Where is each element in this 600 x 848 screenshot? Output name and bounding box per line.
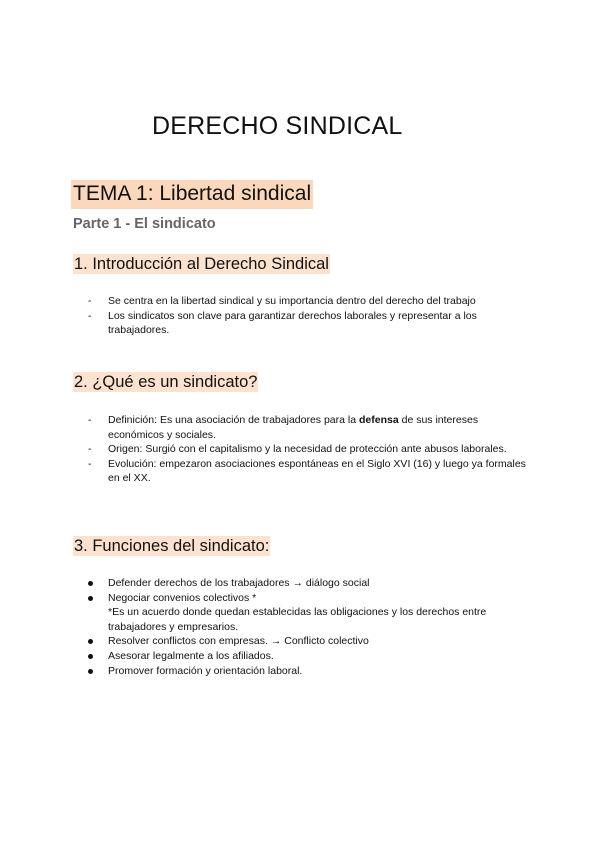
bullet-icon bbox=[88, 576, 102, 591]
dash-marker: - bbox=[88, 309, 92, 322]
list-item-text: Evolución: empezaron asociaciones espontáneas en el Siglo XVI (16) y luego ya formales en el XX. bbox=[108, 457, 526, 485]
bold-term: defensa bbox=[359, 414, 399, 426]
section-heading-text: 1. Introducción al Derecho Sindical bbox=[74, 255, 329, 273]
intro-list bbox=[88, 294, 528, 338]
list-item bbox=[88, 294, 528, 309]
footnote-text: *Es un acuerdo donde quedan establecidas las obligaciones y los derechos entre trabajadores y empresarios. bbox=[108, 606, 487, 633]
list-item-text: Se centra en la libertad sindical y su importancia dentro del derecho del trabajo bbox=[108, 295, 476, 307]
tema-heading: TEMA 1: Libertad sindical bbox=[71, 180, 313, 209]
list-item bbox=[88, 649, 528, 664]
funciones-list bbox=[88, 576, 528, 678]
bullet-icon bbox=[88, 591, 102, 606]
list-item-text: Los sindicatos son clave para garantizar derechos laborales y representar a los trabajadores. bbox=[108, 309, 477, 337]
dash-marker: - bbox=[88, 414, 92, 426]
bullet-icon bbox=[88, 634, 102, 649]
list-item-text: Asesorar legalmente a los afiliados. bbox=[108, 649, 274, 662]
section-heading-text: 3. Funciones del sindicato: bbox=[74, 537, 270, 555]
bullet-icon bbox=[88, 664, 102, 679]
que-es-list bbox=[88, 413, 528, 486]
list-item-text-before: Definición: Es una asociación de trabajadores para la bbox=[108, 414, 359, 426]
list-item bbox=[88, 576, 528, 591]
list-item-text-after: de sus intereses económicos y sociales. bbox=[108, 414, 479, 441]
dash-marker: - bbox=[88, 443, 92, 456]
list-item-text: Promover formación y orientación laboral. bbox=[108, 664, 303, 677]
list-item bbox=[88, 413, 528, 442]
list-item bbox=[88, 309, 528, 338]
list-item bbox=[88, 664, 528, 679]
list-item-text: Negociar convenios colectivos * bbox=[108, 591, 257, 604]
dash-marker: - bbox=[88, 457, 92, 470]
list-item bbox=[88, 634, 528, 649]
list-item bbox=[88, 442, 528, 457]
section-heading-introduccion bbox=[73, 253, 330, 275]
section-heading-text: 2. ¿Qué es un sindicato? bbox=[74, 373, 258, 391]
list-item bbox=[88, 591, 528, 635]
parte-subheading: Parte 1 - El sindicato bbox=[73, 216, 216, 232]
list-item-text: Defender derechos de los trabajadores → diálogo social bbox=[108, 577, 370, 589]
list-item-text: Resolver conflictos con empresas. → Conflicto colectivo bbox=[108, 635, 369, 648]
section-heading-que-es bbox=[73, 371, 258, 393]
dash-marker: - bbox=[88, 295, 92, 307]
list-item bbox=[88, 457, 528, 486]
bullet-icon bbox=[88, 649, 102, 664]
section-heading-funciones bbox=[73, 535, 270, 557]
document-title: DERECHO SINDICAL bbox=[152, 112, 403, 140]
list-item-text: Origen: Surgió con el capitalismo y la necesidad de protección ante abusos laborales. bbox=[108, 443, 507, 456]
